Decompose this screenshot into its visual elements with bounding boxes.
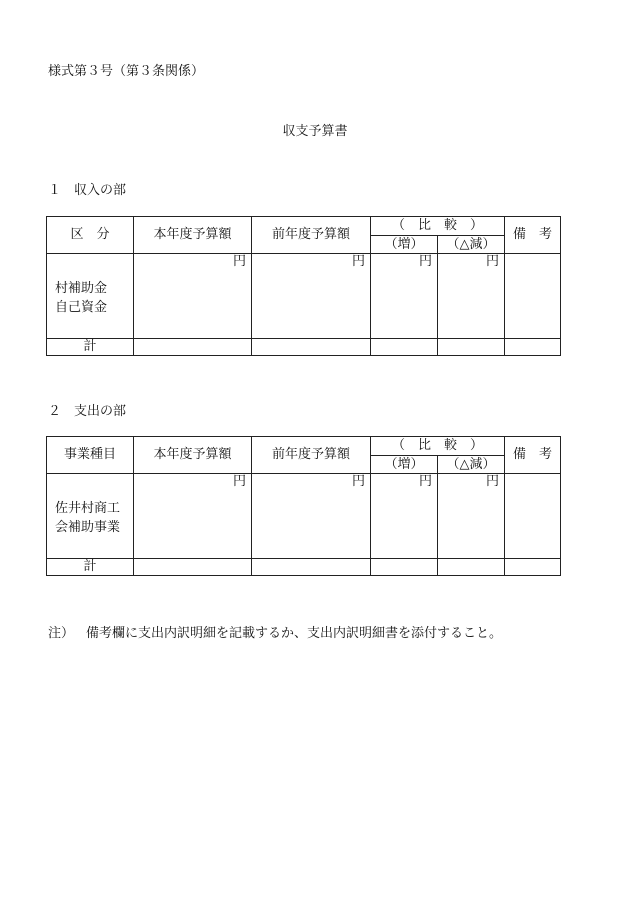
expense-item: 会補助事業 <box>55 520 121 535</box>
expense-table <box>46 436 561 576</box>
previous-year-value-cell: 円 <box>252 474 371 559</box>
decrease-value-cell: 円 <box>438 474 505 559</box>
increase-value-cell: 円 <box>371 474 438 559</box>
note-label: 注） <box>48 626 75 641</box>
increase-header: （増） <box>371 236 438 254</box>
total-cell <box>252 339 371 356</box>
remarks-value-cell <box>505 474 561 559</box>
expense-section-heading: ２ 支出の部 <box>48 404 127 419</box>
previous-year-value-cell: 円 <box>252 254 371 339</box>
income-section-heading: １ 収入の部 <box>48 183 127 198</box>
current-year-value-cell: 円 <box>134 254 252 339</box>
project-type-header: 事業種目 <box>47 437 134 474</box>
current-year-value-cell: 円 <box>134 474 252 559</box>
total-cell <box>134 339 252 356</box>
total-cell <box>505 559 561 576</box>
increase-value-cell: 円 <box>371 254 438 339</box>
remarks-value-cell <box>505 254 561 339</box>
income-item: 村補助金 <box>55 281 108 296</box>
previous-year-header: 前年度予算額 <box>252 437 371 474</box>
expense-item: 佐井村商工 <box>55 501 121 516</box>
income-item: 自己資金 <box>55 300 108 315</box>
note-text: 備考欄に支出内訳明細を記載するか、支出内訳明細書を添付すること。 <box>86 626 503 641</box>
current-year-header: 本年度予算額 <box>134 217 252 254</box>
remarks-header: 備 考 <box>505 437 561 474</box>
form-number: 様式第３号（第３条関係） <box>48 64 205 79</box>
total-cell <box>438 559 505 576</box>
income-table <box>46 216 561 356</box>
total-cell <box>371 559 438 576</box>
total-label: 計 <box>47 339 134 356</box>
decrease-header: （△減） <box>438 236 505 254</box>
increase-header: （増） <box>371 456 438 474</box>
total-cell <box>252 559 371 576</box>
total-cell <box>134 559 252 576</box>
category-header: 区 分 <box>47 217 134 254</box>
income-items-cell <box>47 254 134 339</box>
remarks-header: 備 考 <box>505 217 561 254</box>
total-cell <box>371 339 438 356</box>
document-title: 収支予算書 <box>282 124 348 139</box>
current-year-header: 本年度予算額 <box>134 437 252 474</box>
total-cell <box>505 339 561 356</box>
expense-items-cell <box>47 474 134 559</box>
decrease-value-cell: 円 <box>438 254 505 339</box>
total-label: 計 <box>47 559 134 576</box>
comparison-header: （ 比 較 ） <box>371 437 505 456</box>
previous-year-header: 前年度予算額 <box>252 217 371 254</box>
total-cell <box>438 339 505 356</box>
decrease-header: （△減） <box>438 456 505 474</box>
comparison-header: （ 比 較 ） <box>371 217 505 236</box>
